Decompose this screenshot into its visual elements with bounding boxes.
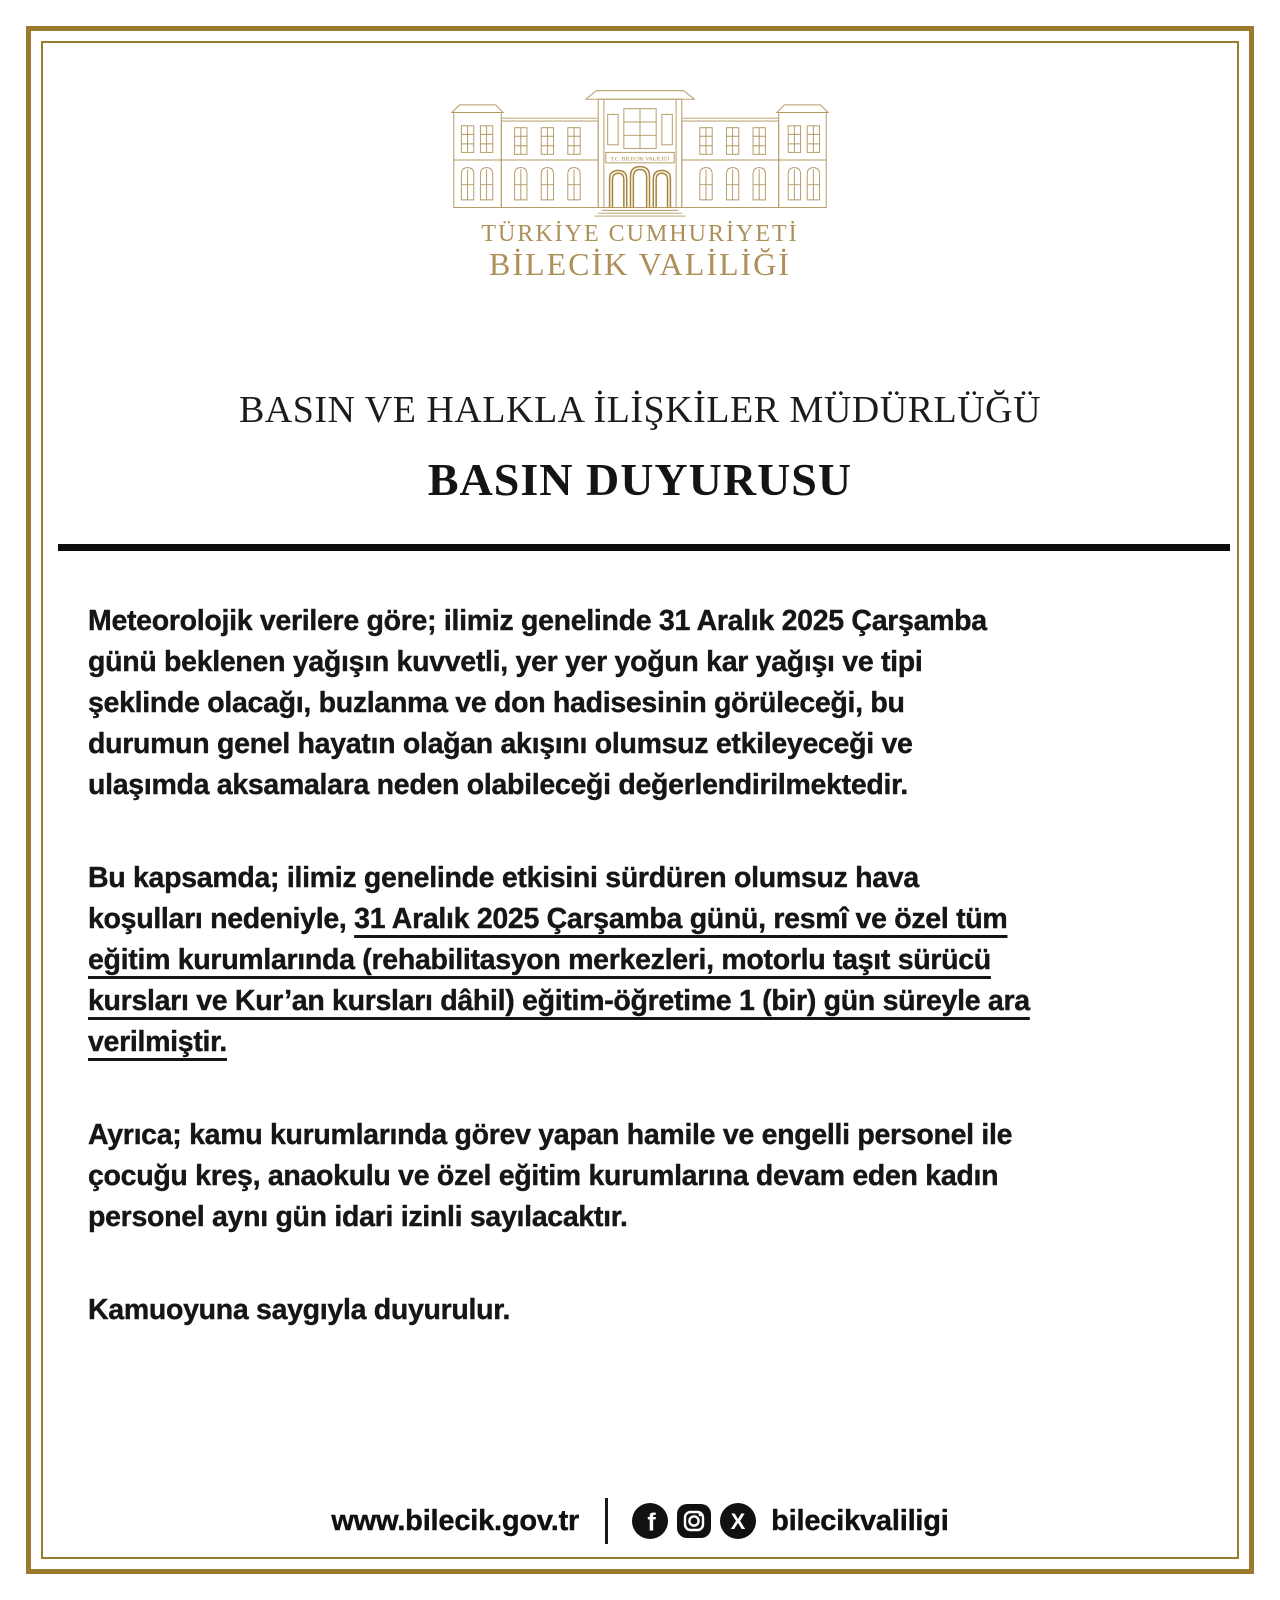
divider-rule [58,544,1230,551]
footer-divider [605,1498,608,1544]
footer [0,1498,1280,1544]
entrance-doors [610,167,671,208]
svg-text:f: f [647,1508,656,1537]
logo-republic-line: TÜRKİYE CUMHURİYETİ [481,221,799,247]
department-heading: BASIN VE HALKLA İLİŞKİLER MÜDÜRLÜĞÜ [238,389,1042,431]
facebook-icon [632,1503,668,1539]
x-icon [720,1503,756,1539]
governorship-logo [0,84,1280,281]
paragraph: Meteorolojik verilere göre; ilimiz genelinde 31 Aralık 2025 Çarşamba günü beklenen yağışın kuvvetli, yer yer yoğun kar yağışı ve tipi şeklinde olacağı, buzlanma ve don hadisesinin görüleceği, bu durumun genel hayatın olağan akışını olumsuz etkileyeceği ve ulaşımda aksamalara neden olabileceği değerlendirilmektedir. [88,605,987,801]
logo-governorship-line: BİLECİK VALİLİĞİ [489,246,791,282]
paragraph: Kamuoyuna saygıyla duyurulur. [88,1294,511,1326]
paragraph: Bu kapsamda; ilimiz genelinde etkisini sürdüren olumsuz hava koşulları nedeniyle, 31 Aralık 2025 Çarşamba günü, resmî ve özel tüm eğitim kurumlarında (rehabilitasyon merkezleri, motorlu taşıt sürücü kursları ve Kur’an kursları dâhil) eğitim-öğretime 1 (bir) gün süreyle ara verilmiştir. [88,862,1030,1058]
body-paragraphs [88,601,1248,1383]
paragraph: Ayrıca; kamu kurumlarında görev yapan hamile ve engelli personel ile çocuğu kreş, anaokulu ve özel eğitim kurumlarına devam eden kadın personel aynı gün idari izinli sayılacaktır. [88,1119,1013,1233]
svg-text:X: X [730,1509,746,1534]
social-icons [632,1503,756,1539]
website-url: www.bilecik.gov.tr [331,1504,580,1537]
social-handle: bilecikvaliligi [771,1504,949,1537]
announcement-title: BASIN DUYURUSU [427,454,853,505]
government-building-icon [440,84,840,217]
instagram-icon [676,1503,712,1539]
building-plaque-text: T.C. BİLECİK VALİLİĞİ [610,156,670,163]
